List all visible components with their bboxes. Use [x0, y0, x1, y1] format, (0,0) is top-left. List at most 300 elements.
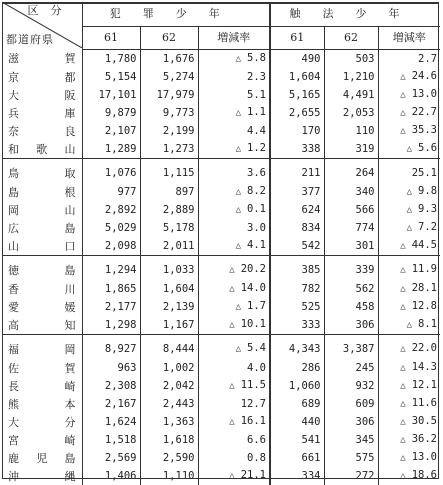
- hanzai-rate-cell: [198, 316, 270, 335]
- prefecture-name-cell: [2, 219, 82, 237]
- rate-value: 24.6: [412, 70, 437, 82]
- prefecture-name-cell: [2, 431, 82, 449]
- rate-value: 8.1: [418, 318, 437, 330]
- hanzai-62-cell: 1,115: [140, 159, 198, 184]
- hanzai-61-cell: 1,406: [82, 467, 140, 485]
- hanzai-61-cell: 17,101: [82, 86, 140, 104]
- prefecture-name-char: 媛: [65, 299, 76, 316]
- hanzai-61-cell: 2,569: [82, 449, 140, 467]
- table-row: [2, 316, 440, 335]
- prefecture-name-char: 愛: [8, 299, 19, 316]
- table-row: [2, 431, 440, 449]
- prefecture-name-cell: [2, 104, 82, 122]
- hanzai-62-cell: 897: [140, 183, 198, 201]
- shokuho-62-cell: 458: [324, 298, 378, 316]
- prefecture-name: [2, 341, 82, 358]
- prefecture-name-char: 岡: [8, 202, 19, 219]
- prefecture-name: [2, 468, 82, 485]
- table-row: [2, 159, 440, 184]
- prefecture-name-char: 福: [8, 341, 19, 358]
- prefecture-name-char: 徳: [8, 262, 19, 279]
- hanzai-61-cell: 1,624: [82, 413, 140, 431]
- hanzai-62-cell: 2,042: [140, 377, 198, 395]
- hanzai-61-cell: 1,865: [82, 280, 140, 298]
- table-row: [2, 50, 440, 69]
- hanzai-62-cell: 1,618: [140, 431, 198, 449]
- shokuho-62-cell: 272: [324, 467, 378, 485]
- shokuho-61-cell: 834: [270, 219, 324, 237]
- table-row: [2, 68, 440, 86]
- prefecture-name: [2, 87, 82, 104]
- prefecture-name: [2, 123, 82, 140]
- prefecture-name-char: 阪: [65, 87, 76, 104]
- col-header-srate: 増減率: [378, 27, 440, 50]
- shokuho-rate-cell: [378, 316, 440, 335]
- shokuho-rate-cell: [378, 467, 440, 485]
- prefecture-name-char: 長: [8, 378, 19, 395]
- prefecture-name-cell: [2, 50, 82, 69]
- prefecture-name-cell: [2, 377, 82, 395]
- decrease-triangle-icon: △: [236, 241, 241, 251]
- prefecture-name-char: 山: [65, 141, 76, 158]
- decrease-triangle-icon: △: [400, 72, 405, 82]
- prefecture-name-char: 大: [8, 87, 19, 104]
- rate-value: 16.1: [241, 415, 266, 427]
- shokuho-61-cell: 661: [270, 449, 324, 467]
- prefecture-name-cell: [2, 316, 82, 335]
- decrease-triangle-icon: △: [407, 205, 412, 215]
- shokuho-61-cell: 689: [270, 395, 324, 413]
- prefecture-name-cell: [2, 68, 82, 86]
- shokuho-62-cell: 340: [324, 183, 378, 201]
- rate-value: 5.1: [247, 89, 266, 101]
- decrease-triangle-icon: △: [400, 435, 405, 445]
- rate-value: 11.6: [412, 397, 437, 409]
- table-row: [2, 377, 440, 395]
- table-row: [2, 280, 440, 298]
- prefecture-name-char: 賀: [65, 360, 76, 377]
- corner-header-cell: [2, 2, 82, 50]
- hanzai-62-cell: 1,363: [140, 413, 198, 431]
- shokuho-62-cell: 245: [324, 359, 378, 377]
- rate-value: 0.8: [247, 452, 266, 464]
- shokuho-62-cell: 339: [324, 256, 378, 281]
- hanzai-rate-cell: [198, 359, 270, 377]
- prefecture-name-cell: [2, 256, 82, 281]
- table-row: [2, 359, 440, 377]
- rate-value: 35.3: [412, 124, 437, 136]
- hanzai-61-cell: 1,294: [82, 256, 140, 281]
- decrease-triangle-icon: △: [400, 471, 405, 481]
- table-row: [2, 335, 440, 360]
- hanzai-62-cell: 8,444: [140, 335, 198, 360]
- rate-value: 3.0: [247, 222, 266, 234]
- prefecture-name-char: 縄: [65, 468, 76, 485]
- hanzai-rate-cell: [198, 467, 270, 485]
- rate-value: 44.5: [412, 239, 437, 251]
- shokuho-62-cell: 306: [324, 316, 378, 335]
- kubun-label: 区分: [28, 4, 74, 18]
- shokuho-62-cell: 562: [324, 280, 378, 298]
- prefecture-name-char: 熊: [8, 396, 19, 413]
- shokuho-61-cell: 525: [270, 298, 324, 316]
- prefecture-name-char: 和: [8, 141, 19, 158]
- shokuho-62-cell: 110: [324, 122, 378, 140]
- col-header-hrate: 増減率: [198, 27, 270, 50]
- hanzai-rate-cell: [198, 86, 270, 104]
- rate-value: 28.1: [412, 282, 437, 294]
- shokuho-rate-cell: [378, 201, 440, 219]
- hanzai-62-cell: 9,773: [140, 104, 198, 122]
- prefecture-name-char: 奈: [8, 123, 19, 140]
- rate-value: 4.1: [247, 239, 266, 251]
- prefecture-name-char: 庫: [65, 105, 76, 122]
- table-row: [2, 201, 440, 219]
- shokuho-rate-cell: [378, 122, 440, 140]
- decrease-triangle-icon: △: [229, 417, 234, 427]
- shokuho-rate-cell: [378, 449, 440, 467]
- hanzai-62-cell: 2,443: [140, 395, 198, 413]
- shokuho-rate-cell: [378, 86, 440, 104]
- prefecture-name: [2, 262, 82, 279]
- shokuho-62-cell: 4,491: [324, 86, 378, 104]
- table-row: [2, 449, 440, 467]
- hanzai-rate-cell: [198, 335, 270, 360]
- rate-value: 10.1: [241, 318, 266, 330]
- decrease-triangle-icon: △: [407, 223, 412, 233]
- hanzai-61-cell: 2,892: [82, 201, 140, 219]
- prefecture-name: [2, 202, 82, 219]
- table-row: [2, 395, 440, 413]
- rate-value: 9.8: [418, 185, 437, 197]
- prefecture-name: [2, 238, 82, 255]
- rate-value: 12.1: [412, 379, 437, 391]
- prefecture-name-cell: [2, 140, 82, 159]
- hanzai-rate-cell: [198, 298, 270, 316]
- rate-value: 11.5: [241, 379, 266, 391]
- hanzai-rate-cell: [198, 183, 270, 201]
- shokuho-61-cell: 4,343: [270, 335, 324, 360]
- rate-value: 18.6: [412, 469, 437, 481]
- hanzai-rate-cell: [198, 413, 270, 431]
- prefecture-name-char: 良: [65, 123, 76, 140]
- shokuho-61-cell: 2,655: [270, 104, 324, 122]
- shokuho-61-cell: 333: [270, 316, 324, 335]
- prefecture-name-char: 岡: [65, 341, 76, 358]
- decrease-triangle-icon: △: [400, 284, 405, 294]
- shokuho-61-cell: 211: [270, 159, 324, 184]
- shokuho-rate-cell: [378, 377, 440, 395]
- shokuho-61-cell: 490: [270, 50, 324, 69]
- prefecture-name-cell: [2, 359, 82, 377]
- prefecture-name: [2, 50, 82, 67]
- prefecture-name-cell: [2, 237, 82, 256]
- rate-value: 4.0: [247, 362, 266, 374]
- hanzai-62-cell: 2,139: [140, 298, 198, 316]
- shokuho-62-cell: 345: [324, 431, 378, 449]
- prefecture-name-cell: [2, 335, 82, 360]
- prefecture-name-char: 分: [65, 414, 76, 431]
- prefecture-name: [2, 69, 82, 86]
- rate-value: 3.6: [247, 167, 266, 179]
- prefecture-name: [2, 432, 82, 449]
- decrease-triangle-icon: △: [400, 344, 405, 354]
- decrease-triangle-icon: △: [400, 108, 405, 118]
- table-row: [2, 413, 440, 431]
- prefecture-name-cell: [2, 201, 82, 219]
- prefecture-name: [2, 165, 82, 182]
- rate-value: 13.0: [412, 88, 437, 100]
- shokuho-61-cell: 5,165: [270, 86, 324, 104]
- prefecture-name-char: 都: [65, 69, 76, 86]
- hanzai-61-cell: 1,298: [82, 316, 140, 335]
- shokuho-rate-cell: [378, 140, 440, 159]
- rate-value: 22.7: [412, 106, 437, 118]
- decrease-triangle-icon: △: [407, 320, 412, 330]
- hanzai-62-cell: 17,979: [140, 86, 198, 104]
- hanzai-rate-cell: [198, 140, 270, 159]
- prefecture-name: [2, 378, 82, 395]
- prefecture-name-char: 島: [65, 262, 76, 279]
- hanzai-61-cell: 2,098: [82, 237, 140, 256]
- shokuho-61-cell: 377: [270, 183, 324, 201]
- prefecture-name-cell: [2, 395, 82, 413]
- prefecture-name-char: 高: [8, 317, 19, 334]
- prefecture-name: [2, 299, 82, 316]
- shokuho-rate-cell: [378, 104, 440, 122]
- hanzai-rate-cell: [198, 237, 270, 256]
- hanzai-61-cell: 1,289: [82, 140, 140, 159]
- hanzai-62-cell: 5,178: [140, 219, 198, 237]
- prefecture-name: [2, 360, 82, 377]
- decrease-triangle-icon: △: [236, 144, 241, 154]
- shokuho-61-cell: 1,060: [270, 377, 324, 395]
- shokuho-rate-cell: [378, 395, 440, 413]
- decrease-triangle-icon: △: [400, 241, 405, 251]
- shokuho-61-cell: 624: [270, 201, 324, 219]
- hanzai-rate-cell: [198, 159, 270, 184]
- rate-value: 1.1: [247, 106, 266, 118]
- shokuho-61-cell: 542: [270, 237, 324, 256]
- hanzai-62-cell: 1,002: [140, 359, 198, 377]
- shokuho-61-cell: 338: [270, 140, 324, 159]
- prefecture-name: [2, 414, 82, 431]
- hanzai-rate-cell: [198, 201, 270, 219]
- shokuho-rate-cell: [378, 298, 440, 316]
- prefecture-name: [2, 281, 82, 298]
- prefecture-name-char: 崎: [65, 378, 76, 395]
- prefecture-name-char: 島: [65, 450, 76, 467]
- decrease-triangle-icon: △: [400, 381, 405, 391]
- prefecture-name-char: 兵: [8, 105, 19, 122]
- hanzai-rate-cell: [198, 280, 270, 298]
- hanzai-62-cell: 2,889: [140, 201, 198, 219]
- shokuho-rate-cell: [378, 413, 440, 431]
- shokuho-61-cell: 334: [270, 467, 324, 485]
- group-header-hanzai: 犯罪少年: [82, 2, 270, 27]
- shokuho-62-cell: 301: [324, 237, 378, 256]
- hanzai-rate-cell: [198, 377, 270, 395]
- shokuho-rate-cell: [378, 219, 440, 237]
- prefecture-name-char: 山: [8, 238, 19, 255]
- hanzai-62-cell: 2,590: [140, 449, 198, 467]
- decrease-triangle-icon: △: [236, 54, 241, 64]
- shokuho-62-cell: 932: [324, 377, 378, 395]
- prefecture-name-char: 取: [65, 165, 76, 182]
- prefecture-name-cell: [2, 159, 82, 184]
- decrease-triangle-icon: △: [229, 471, 234, 481]
- shokuho-62-cell: 566: [324, 201, 378, 219]
- prefecture-name: [2, 220, 82, 237]
- decrease-triangle-icon: △: [229, 320, 234, 330]
- table-row: [2, 298, 440, 316]
- table-row: [2, 183, 440, 201]
- decrease-triangle-icon: △: [400, 417, 405, 427]
- hanzai-rate-cell: [198, 449, 270, 467]
- prefecture-name: [2, 396, 82, 413]
- rate-value: 5.6: [418, 142, 437, 154]
- rate-value: 0.1: [247, 203, 266, 215]
- table-row: [2, 237, 440, 256]
- hanzai-rate-cell: [198, 395, 270, 413]
- shokuho-rate-cell: [378, 280, 440, 298]
- decrease-triangle-icon: △: [229, 284, 234, 294]
- col-header-h61: 61: [82, 27, 140, 50]
- hanzai-61-cell: 2,177: [82, 298, 140, 316]
- prefecture-name-char: 本: [65, 396, 76, 413]
- table-row: [2, 140, 440, 159]
- hanzai-61-cell: 1,518: [82, 431, 140, 449]
- hanzai-rate-cell: [198, 68, 270, 86]
- table-row: [2, 256, 440, 281]
- prefecture-name-char: 島: [8, 184, 19, 201]
- prefecture-name: [2, 105, 82, 122]
- hanzai-62-cell: 2,199: [140, 122, 198, 140]
- prefecture-name-char: 京: [8, 69, 19, 86]
- prefecture-name-cell: [2, 298, 82, 316]
- shokuho-61-cell: 782: [270, 280, 324, 298]
- decrease-triangle-icon: △: [400, 363, 405, 373]
- shokuho-62-cell: 503: [324, 50, 378, 69]
- rate-value: 14.3: [412, 361, 437, 373]
- shokuho-62-cell: 306: [324, 413, 378, 431]
- rate-value: 36.2: [412, 433, 437, 445]
- hanzai-61-cell: 9,879: [82, 104, 140, 122]
- prefecture-name-char: 歌: [36, 141, 47, 158]
- prefecture-name-char: 児: [36, 450, 47, 467]
- shokuho-62-cell: 609: [324, 395, 378, 413]
- hanzai-62-cell: 1,273: [140, 140, 198, 159]
- rate-value: 12.7: [241, 398, 266, 410]
- rate-value: 6.6: [247, 434, 266, 446]
- rate-value: 25.1: [412, 167, 437, 179]
- group-header-shokuho: 触法少年: [270, 2, 440, 27]
- decrease-triangle-icon: △: [236, 205, 241, 215]
- decrease-triangle-icon: △: [229, 381, 234, 391]
- table-row: [2, 104, 440, 122]
- prefecture-name-char: 滋: [8, 50, 19, 67]
- decrease-triangle-icon: △: [236, 302, 241, 312]
- decrease-triangle-icon: △: [400, 302, 405, 312]
- shokuho-62-cell: 1,210: [324, 68, 378, 86]
- hanzai-62-cell: 1,604: [140, 280, 198, 298]
- prefecture-name-char: 知: [65, 317, 76, 334]
- hanzai-rate-cell: [198, 50, 270, 69]
- decrease-triangle-icon: △: [236, 187, 241, 197]
- prefecture-name-char: 島: [65, 220, 76, 237]
- shokuho-rate-cell: [378, 183, 440, 201]
- rate-value: 12.8: [412, 300, 437, 312]
- hanzai-rate-cell: [198, 256, 270, 281]
- shokuho-rate-cell: [378, 50, 440, 69]
- prefecture-name-char: 賀: [65, 50, 76, 67]
- hanzai-62-cell: 1,676: [140, 50, 198, 69]
- decrease-triangle-icon: △: [400, 90, 405, 100]
- table-row: [2, 219, 440, 237]
- prefecture-name: [2, 450, 82, 467]
- hanzai-rate-cell: [198, 104, 270, 122]
- rate-value: 1.7: [247, 300, 266, 312]
- shokuho-61-cell: 1,604: [270, 68, 324, 86]
- hanzai-62-cell: 2,011: [140, 237, 198, 256]
- rate-value: 4.4: [247, 125, 266, 137]
- hanzai-61-cell: 2,107: [82, 122, 140, 140]
- prefecture-name: [2, 184, 82, 201]
- rate-value: 5.8: [247, 52, 266, 64]
- col-header-s62: 62: [324, 27, 378, 50]
- prefecture-name-char: 鳥: [8, 165, 19, 182]
- shokuho-rate-cell: [378, 159, 440, 184]
- prefecture-name-char: 大: [8, 414, 19, 431]
- shokuho-61-cell: 286: [270, 359, 324, 377]
- rate-value: 7.2: [418, 221, 437, 233]
- shokuho-61-cell: 385: [270, 256, 324, 281]
- shokuho-61-cell: 170: [270, 122, 324, 140]
- table-row: [2, 86, 440, 104]
- hanzai-62-cell: 5,274: [140, 68, 198, 86]
- prefecture-name-char: 川: [65, 281, 76, 298]
- shokuho-rate-cell: [378, 68, 440, 86]
- hanzai-62-cell: 1,110: [140, 467, 198, 485]
- decrease-triangle-icon: △: [236, 108, 241, 118]
- prefecture-name-cell: [2, 413, 82, 431]
- prefecture-name-cell: [2, 86, 82, 104]
- rate-value: 5.4: [247, 342, 266, 354]
- shokuho-rate-cell: [378, 335, 440, 360]
- table-body: [2, 50, 440, 485]
- rate-value: 13.0: [412, 451, 437, 463]
- hanzai-62-cell: 1,167: [140, 316, 198, 335]
- decrease-triangle-icon: △: [400, 399, 405, 409]
- col-header-h62: 62: [140, 27, 198, 50]
- hanzai-rate-cell: [198, 431, 270, 449]
- shokuho-61-cell: 440: [270, 413, 324, 431]
- rate-value: 20.2: [241, 263, 266, 275]
- decrease-triangle-icon: △: [400, 265, 405, 275]
- prefecture-name: [2, 141, 82, 158]
- prefecture-name-char: 香: [8, 281, 19, 298]
- prefecture-name-cell: [2, 467, 82, 485]
- shokuho-62-cell: 319: [324, 140, 378, 159]
- shokuho-rate-cell: [378, 256, 440, 281]
- rate-value: 2.7: [418, 53, 437, 65]
- prefecture-name-char: 崎: [65, 432, 76, 449]
- rate-value: 21.1: [241, 469, 266, 481]
- prefecture-name-cell: [2, 122, 82, 140]
- hanzai-61-cell: 5,029: [82, 219, 140, 237]
- hanzai-rate-cell: [198, 122, 270, 140]
- prefecture-name-char: 根: [65, 184, 76, 201]
